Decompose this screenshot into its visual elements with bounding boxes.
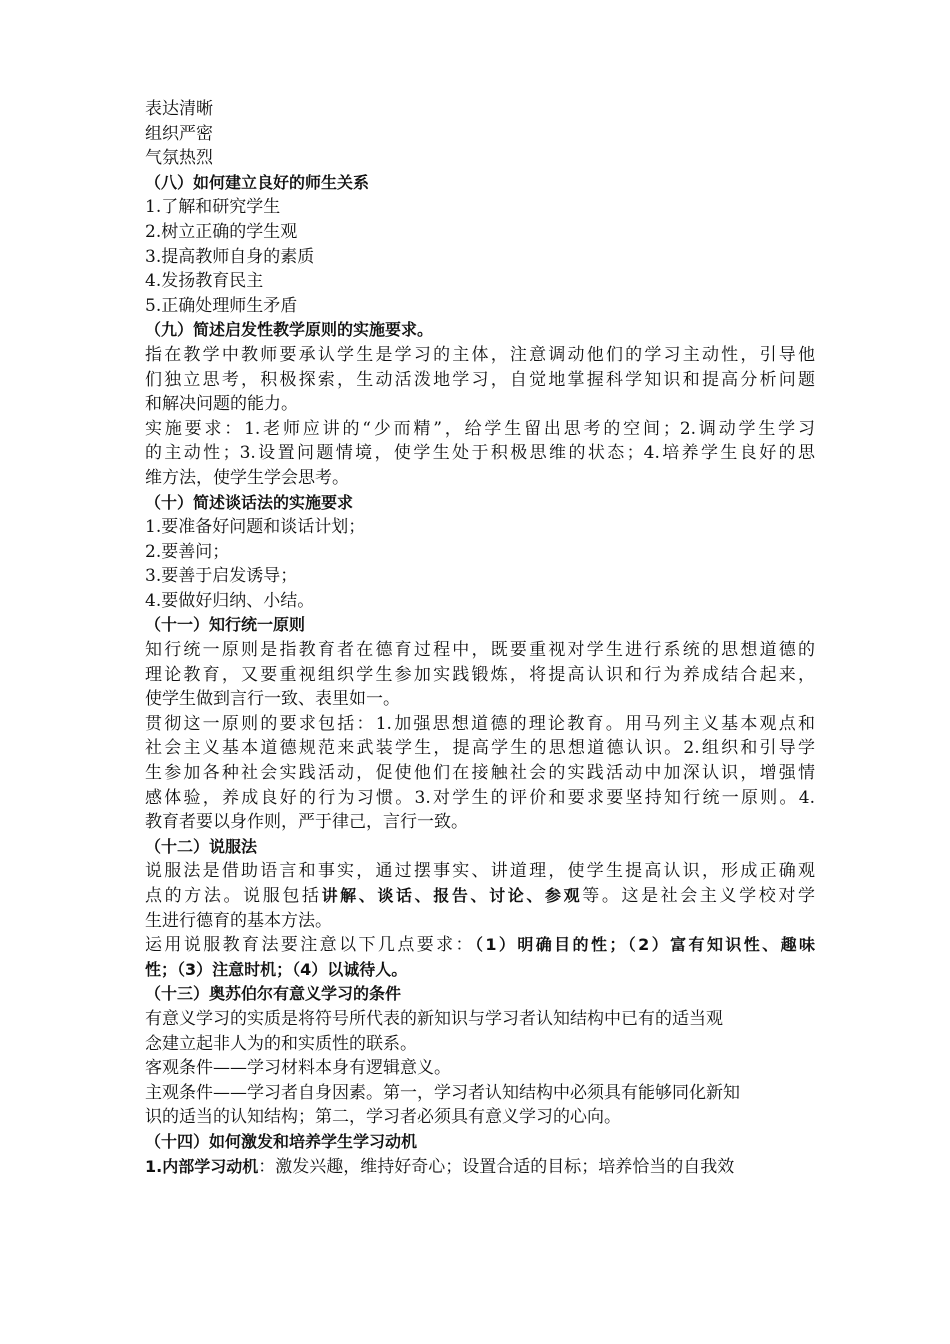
- list-item: 2.要善问；: [145, 541, 230, 562]
- list-item: 3.要善于启发诱导；: [145, 566, 298, 587]
- list-item: 1.要准备好问题和谈话计划；: [145, 517, 366, 538]
- paragraph-line: 指在教学中教师要承认学生是学习的主体，注意调动他们的学习主动性，引导他: [145, 344, 815, 365]
- paragraph-line: 和解决问题的能力。: [145, 394, 298, 415]
- paragraph-line: 感体验，养成良好的行为习惯。3.对学生的评价和要求要坚持知行统一原则。4.: [145, 787, 815, 808]
- text-run: 等。这是社会主义学校对学: [582, 886, 816, 906]
- paragraph-line: 维方法，使学生学会思考。: [145, 467, 349, 488]
- section-heading-14: （十四）如何激发和培养学生学习动机: [145, 1131, 418, 1151]
- paragraph-line: [145, 958, 815, 983]
- bold-text-run: 讲解、谈话、报告、讨论、参观: [321, 886, 583, 905]
- paragraph-line: 知行统一原则是指教育者在德育过程中，既要重视对学生进行系统的思想道德的: [145, 640, 815, 661]
- list-item: 1.了解和研究学生: [145, 197, 281, 218]
- text-run: 点的方法。说服包括: [145, 886, 322, 906]
- paragraph-line: 实施要求：1.老师应讲的“少而精”，给学生留出思考的空间；2.调动学生学习: [145, 418, 815, 439]
- text-run: ：激发兴趣，维持好奇心；设置合适的目标；培养恰当的自我效: [258, 1156, 735, 1177]
- list-item: 5.正确处理师生矛盾: [145, 295, 298, 316]
- paragraph-line: 使学生做到言行一致、表里如一。: [145, 689, 400, 710]
- paragraph-line: 们独立思考，积极探索，生动活泼地学习，自觉地掌握科学知识和提高分析问题: [145, 369, 815, 390]
- bold-text-run: 1.内部学习动机: [145, 1156, 259, 1176]
- paragraph-line: 生进行德育的基本方法。: [145, 910, 332, 931]
- paragraph-line: [145, 884, 815, 909]
- list-item: 3.提高教师自身的素质: [145, 246, 315, 267]
- paragraph-line: 社会主义基本道德规范来武装学生，提高学生的思想道德认识。2.组织和引导学: [145, 738, 815, 759]
- paragraph-line: 识的适当的认知结构；第二，学习者必须具有意义学习的心向。: [145, 1107, 621, 1128]
- paragraph-line: 贯彻这一原则的要求包括：1.加强思想道德的理论教育。用马列主义基本观点和: [145, 713, 815, 734]
- bold-text-run: （1）明确目的性；（2）富有知识性、趣味: [474, 935, 815, 955]
- paragraph-line: 教育者要以身作则，严于律己，言行一致。: [145, 812, 468, 833]
- intro-item: 表达清晰: [145, 99, 213, 119]
- paragraph-line: 主观条件——学习者自身因素。第一，学习者认知结构中必须具有能够同化新知: [145, 1082, 740, 1103]
- intro-item: 组织严密: [145, 123, 213, 144]
- paragraph-line: 念建立起非人为的和实质性的联系。: [145, 1033, 417, 1054]
- paragraph-line: 有意义学习的实质是将符号所代表的新知识与学习者认知结构中已有的适当观: [145, 1008, 723, 1029]
- paragraph-line: [145, 933, 815, 958]
- section-heading-9: （九）简述启发性教学原则的实施要求。: [145, 320, 434, 340]
- paragraph-line: 的主动性；3.设置问题情境，使学生处于积极思维的状态；4.培养学生良好的思: [145, 443, 815, 464]
- intro-item: 气氛热烈: [145, 148, 213, 169]
- document-page: [145, 97, 815, 1179]
- paragraph-line: 生参加各种社会实践活动，促使他们在接触社会的实践活动中加深认识，增强情: [145, 763, 815, 784]
- list-item: 2.树立正确的学生观: [145, 221, 298, 242]
- paragraph-line: 说服法是借助语言和事实，通过摆事实、讲道理，使学生提高认识，形成正确观: [145, 861, 815, 882]
- paragraph-line: 理论教育，又要重视组织学生参加实践锻炼，将提高认识和行为养成结合起来，: [145, 664, 815, 685]
- list-item: 4.发扬教育民主: [145, 271, 264, 292]
- list-item: 4.要做好归纳、小结。: [145, 590, 315, 611]
- section-heading-10: （十）简述谈话法的实施要求: [145, 492, 354, 512]
- paragraph-line: [145, 1155, 815, 1180]
- text-run: 运用说服教育法要注意以下几点要求：: [145, 935, 475, 956]
- section-heading-13: （十三）奥苏伯尔有意义学习的条件: [145, 984, 402, 1004]
- section-heading-11: （十一）知行统一原则: [145, 615, 306, 635]
- section-heading-8: （八）如何建立良好的师生关系: [145, 172, 370, 192]
- paragraph-line: 客观条件——学习材料本身有逻辑意义。: [145, 1058, 451, 1079]
- bold-text-run: 性；（3）注意时机；（4）以诚待人。: [145, 959, 408, 979]
- section-heading-12: （十二）说服法: [145, 836, 258, 856]
